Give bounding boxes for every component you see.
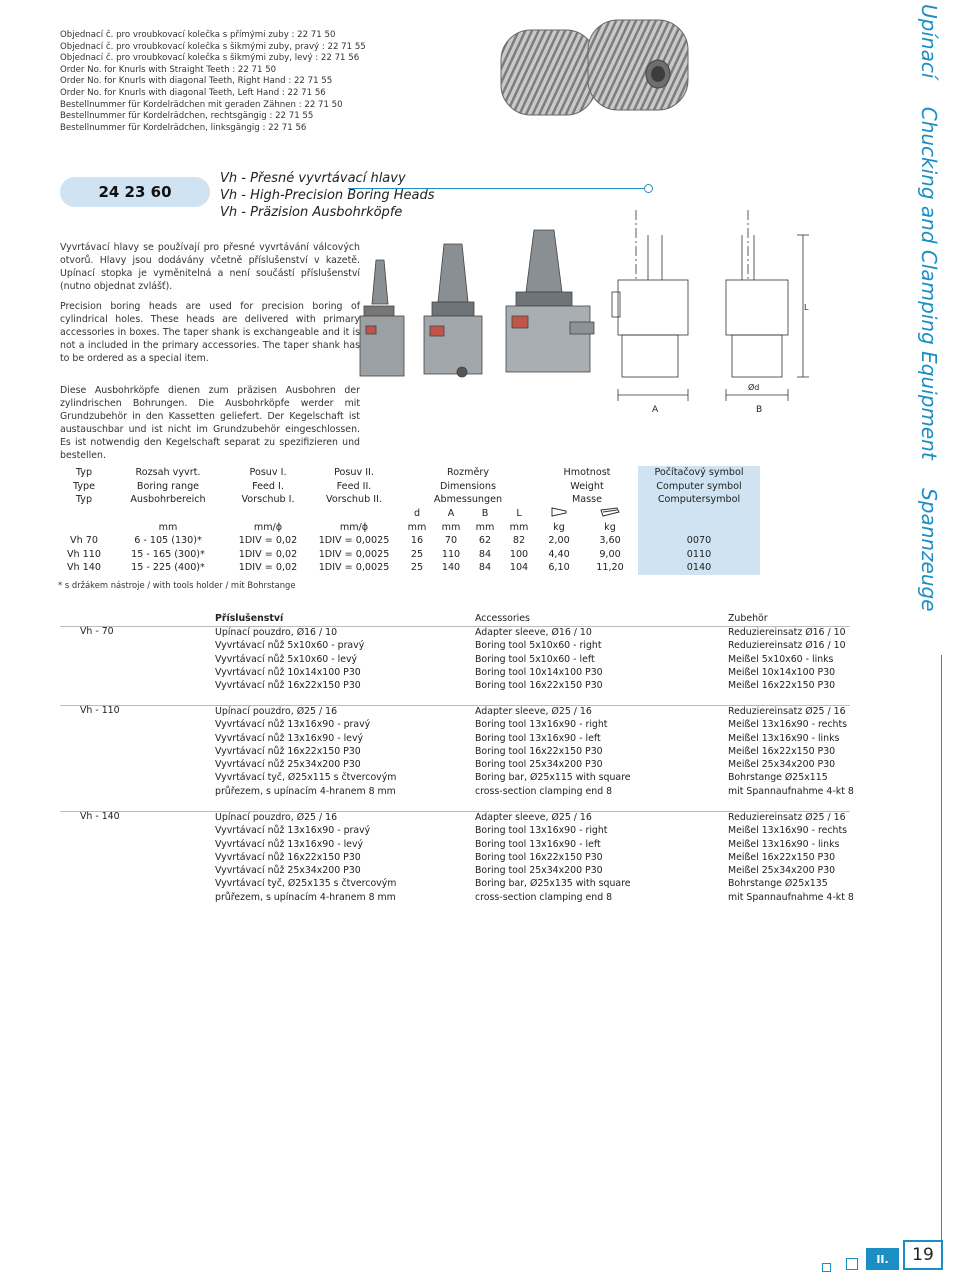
cell: 1DIV = 0,02 — [238, 562, 298, 574]
cell: 104 — [509, 562, 529, 574]
list-item: cross-section clamping end 8 — [475, 891, 613, 903]
unit-cell: mm — [407, 521, 427, 533]
boring-heads-photo — [358, 222, 608, 384]
list-item: Meißel 25x34x200 P30 — [728, 865, 836, 877]
header-cell: Posuv I. — [249, 467, 287, 479]
header-cell: Abmessungen — [433, 494, 503, 506]
list-item: Meißel 13x16x90 - links — [728, 732, 840, 744]
footer-square-icon — [846, 1258, 858, 1270]
list-item: Boring tool 13x16x90 - right — [475, 719, 608, 731]
list-item: Reduziereinsatz Ø25 / 16 — [728, 812, 846, 823]
accessory-list-cz — [215, 626, 364, 692]
description-en: Precision boring heads are used for precision boring of cylindrical holes. These heads are delivered with primary accessories in boxes. The taper shank is exchangeable and it is not a included in the primary accessories. The taper shank has to be ordered as a special item. — [60, 301, 360, 364]
cell: 6 - 105 (130)* — [134, 535, 202, 547]
accessory-list-de — [728, 811, 854, 904]
header-row-cz — [60, 466, 760, 480]
list-item: Boring tool 5x10x60 - right — [475, 640, 602, 652]
header-cell: Ausbohrbereich — [130, 494, 206, 506]
accessory-list-cz — [215, 811, 396, 904]
unit-cell: kg — [553, 521, 565, 533]
cell: 4,40 — [548, 548, 570, 560]
list-item: Vyvrtávací nůž 16x22x150 P30 — [215, 680, 361, 692]
order-line: Objednací č. pro vroubkovací kolečka s šikmými zuby, levý : 22 71 56 — [60, 53, 360, 64]
header-cell: Masse — [571, 494, 603, 506]
header-row-de — [60, 493, 760, 507]
list-item: Vyvrtávací nůž 5x10x60 - levý — [215, 653, 358, 665]
list-item: Adapter sleeve, Ø25 / 16 — [475, 812, 592, 823]
cell: 1DIV = 0,0025 — [318, 548, 390, 560]
cell: 84 — [478, 548, 492, 560]
list-item: Meißel 13x16x90 - links — [728, 838, 840, 850]
product-code-badge: 24 23 60 — [60, 177, 210, 207]
list-item: Meißel 10x14x100 P30 — [728, 666, 836, 678]
list-item: Boring tool 25x34x200 P30 — [475, 865, 603, 877]
knurl-wheels-image — [493, 12, 693, 122]
description-de: Diese Ausbohrköpfe dienen zum präzisen Ausbohren der zylindrischen Bohrungen. Die Ausbohrköpfe werder mit Grundzubehör in den Kassetten geliefert. Der Kegelschaft ist austauschbar und ist nicht im Grundzubehör eingeschlossen. Es ist notwendig den Kegelschaft separat zu spezifizieren und bestellen. — [60, 385, 360, 461]
list-item: Boring tool 10x14x100 P30 — [475, 666, 603, 678]
accessory-list-cz — [215, 705, 396, 798]
header-cell: Boring range — [136, 480, 200, 492]
dim-letter: L — [516, 508, 522, 520]
cell: 15 - 165 (300)* — [131, 548, 205, 560]
header-cell: Vorschub II. — [326, 494, 382, 506]
accessories-header-cz: Příslušenství — [215, 613, 284, 624]
drawing-label-l: L — [804, 303, 809, 312]
product-titles — [220, 170, 435, 221]
footnote-text: s držákem nástroje / with tools holder / mit Bohrstange — [64, 580, 296, 590]
title-divider — [348, 188, 644, 189]
title-divider-dot — [644, 184, 653, 193]
computer-symbol-cell: 0110 — [638, 548, 760, 562]
list-item: Meißel 16x22x150 P30 — [728, 680, 836, 692]
list-item: Reduziereinsatz Ø25 / 16 — [728, 706, 846, 717]
unit-cell: mm — [475, 521, 495, 533]
table-row — [60, 534, 760, 548]
order-line: Order No. for Knurls with Straight Teeth : 22 71 50 — [60, 64, 277, 75]
table-row — [60, 548, 760, 562]
cell: 84 — [478, 562, 492, 574]
list-item: Bohrstange Ø25x115 — [728, 772, 828, 784]
list-item: Vyvrtávací nůž 13x16x90 - levý — [215, 732, 364, 744]
header-cell: Weight — [570, 480, 604, 492]
dimension-letters-row — [60, 507, 760, 521]
computer-symbol-cell: 0140 — [638, 561, 760, 575]
list-item: Meißel 16x22x150 P30 — [728, 745, 836, 757]
unit-cell: kg — [604, 521, 616, 533]
dim-letter: d — [413, 508, 421, 520]
list-item: Meißel 5x10x60 - links — [728, 653, 834, 665]
list-item: Vyvrtávací nůž 10x14x100 P30 — [215, 666, 361, 678]
accessories-header-de: Zubehör — [728, 613, 768, 624]
cell: 15 - 225 (400)* — [131, 562, 205, 574]
order-line: Bestellnummer für Kordelrädchen, linksgängig : 22 71 56 — [60, 122, 307, 133]
side-category-title — [917, 4, 941, 634]
header-row-en — [60, 480, 760, 494]
list-item: Boring tool 16x22x150 P30 — [475, 851, 603, 863]
list-item: Boring bar, Ø25x115 with square — [475, 772, 631, 784]
header-cell: Počítačový symbol — [638, 466, 760, 480]
side-title-de: Spannzeuge — [917, 488, 941, 612]
header-cell: Typ — [75, 467, 93, 479]
list-item: Vyvrtávací nůž 13x16x90 - pravý — [215, 719, 371, 731]
cell: Vh 110 — [66, 548, 101, 560]
cell: 140 — [441, 562, 461, 574]
list-item: Vyvrtávací nůž 25x34x200 P30 — [215, 865, 361, 877]
accessory-model-vh70: Vh - 70 — [80, 626, 114, 637]
description-cz: Vyvrtávací hlavy se používají pro přesné vyvrtávání válcových otvorů. Hlavy jsou dodávány včetně příslušenství v kazetě. Upínací stopka je vyměnitelná a není součástí příslušenství (nutno objednat zvlášť). — [60, 242, 360, 292]
computer-symbol-cell: 0070 — [638, 534, 760, 548]
list-item: Boring bar, Ø25x135 with square — [475, 878, 631, 890]
unit-cell: mm/ϕ — [253, 521, 283, 533]
list-item: Boring tool 13x16x90 - left — [475, 838, 601, 850]
title-de: Vh - Präzision Ausbohrköpfe — [220, 205, 403, 220]
accessory-list-en — [475, 705, 631, 798]
table-footnote — [58, 580, 296, 590]
header-cell: Computersymbol — [638, 493, 760, 507]
title-en: Vh - High-Precision Boring Heads — [220, 188, 435, 203]
cell: 1DIV = 0,0025 — [318, 562, 390, 574]
cell: Vh 70 — [70, 535, 98, 547]
side-title-cz: Upínací — [917, 4, 941, 79]
list-item: Upínací pouzdro, Ø25 / 16 — [215, 812, 338, 823]
list-item: Vyvrtávací nůž 5x10x60 - pravý — [215, 640, 365, 652]
list-item: mit Spannaufnahme 4-kt 8 — [728, 891, 854, 903]
drawing-label-a: A — [652, 405, 659, 415]
drawing-label-d: Ød — [748, 383, 760, 392]
accessory-model-vh140: Vh - 140 — [80, 811, 120, 822]
order-line: Objednací č. pro vroubkovací kolečka s přímými zuby : 22 71 50 — [60, 30, 336, 40]
accessory-list-en — [475, 811, 631, 904]
list-item: Boring tool 13x16x90 - left — [475, 732, 601, 744]
order-line: Order No. for Knurls with diagonal Teeth, Right Hand : 22 71 55 — [60, 76, 333, 87]
accessory-list-de — [728, 705, 854, 798]
accessory-list-en — [475, 626, 603, 692]
cell: 100 — [509, 548, 529, 560]
list-item: Vyvrtávací nůž 25x34x200 P30 — [215, 759, 361, 771]
header-cell: Hmotnost — [563, 467, 611, 479]
spec-table — [60, 466, 760, 575]
header-cell: Vorschub I. — [241, 494, 295, 506]
cell: 1DIV = 0,0025 — [318, 535, 390, 547]
list-item: Boring tool 13x16x90 - right — [475, 825, 608, 837]
cell: 25 — [410, 562, 424, 574]
side-title-en: Chucking and Clamping Equipment — [917, 106, 941, 460]
footnote-mark: * — [58, 580, 63, 590]
header-cell: Posuv II. — [334, 467, 374, 479]
unit-cell: mm — [158, 521, 178, 533]
list-item: Adapter sleeve, Ø16 / 10 — [475, 627, 592, 638]
cell: 6,10 — [548, 562, 570, 574]
header-cell: Rozměry — [446, 467, 489, 479]
unit-cell: mm — [441, 521, 461, 533]
cell: 1DIV = 0,02 — [238, 535, 298, 547]
cell: 62 — [478, 535, 492, 547]
technical-drawing — [608, 200, 808, 430]
cell: 70 — [444, 535, 458, 547]
list-item: Reduziereinsatz Ø16 / 10 — [728, 627, 846, 638]
cell: 110 — [441, 548, 461, 560]
list-item: průřezem, s upínacím 4-hranem 8 mm — [215, 785, 396, 797]
accessories-header-en: Accessories — [475, 613, 530, 624]
list-item: Boring tool 5x10x60 - left — [475, 653, 595, 665]
order-line: Bestellnummer für Kordelrädchen, rechtsgängig : 22 71 55 — [60, 111, 314, 122]
order-line: Order No. for Knurls with diagonal Teeth, Left Hand : 22 71 56 — [60, 88, 326, 98]
list-item: Upínací pouzdro, Ø16 / 10 — [215, 627, 338, 638]
dim-letter: B — [481, 508, 489, 520]
list-item: Bohrstange Ø25x135 — [728, 878, 828, 890]
list-item: Vyvrtávací nůž 13x16x90 - levý — [215, 838, 364, 850]
title-cz: Vh - Přesné vyvrtávací hlavy — [220, 171, 406, 186]
header-cell: Feed II. — [336, 480, 372, 492]
order-line: Objednací č. pro vroubkovací kolečka s šikmými zuby, pravý : 22 71 55 — [60, 41, 366, 52]
dim-letter: A — [447, 508, 455, 520]
header-cell: Dimensions — [440, 480, 496, 492]
list-item: Boring tool 16x22x150 P30 — [475, 745, 603, 757]
list-item: Vyvrtávací tyč, Ø25x135 s čtvercovým — [215, 878, 397, 890]
cell: Vh 140 — [66, 562, 101, 574]
list-item: Boring tool 16x22x150 P30 — [475, 680, 603, 692]
accessory-model-vh110: Vh - 110 — [80, 705, 120, 716]
header-cell: Feed I. — [252, 480, 284, 492]
header-cell: Typ — [75, 494, 93, 506]
header-cell: Type — [72, 480, 96, 492]
list-item: Vyvrtávací nůž 16x22x150 P30 — [215, 745, 361, 757]
list-item: průřezem, s upínacím 4-hranem 8 mm — [215, 891, 396, 903]
table-row — [60, 561, 760, 575]
list-item: mit Spannaufnahme 4-kt 8 — [728, 785, 854, 797]
list-item: Boring tool 25x34x200 P30 — [475, 759, 603, 771]
list-item: Meißel 25x34x200 P30 — [728, 759, 836, 771]
accessory-list-de — [728, 626, 846, 692]
list-item: Reduziereinsatz Ø16 / 10 — [728, 640, 846, 652]
header-cell: Computer symbol — [638, 480, 760, 494]
list-item: Upínací pouzdro, Ø25 / 16 — [215, 706, 338, 717]
cell: 2,00 — [548, 535, 570, 547]
cell: 16 — [410, 535, 424, 547]
section-badge: II. — [866, 1248, 899, 1270]
list-item: Meißel 16x22x150 P30 — [728, 851, 836, 863]
cell: 9,00 — [599, 548, 621, 560]
units-row — [60, 520, 760, 534]
list-item: Adapter sleeve, Ø25 / 16 — [475, 706, 592, 717]
cell: 3,60 — [599, 535, 621, 547]
cell: 1DIV = 0,02 — [238, 548, 298, 560]
order-line: Bestellnummer für Kordelrädchen mit geraden Zähnen : 22 71 50 — [60, 99, 343, 110]
list-item: Meißel 13x16x90 - rechts — [728, 825, 848, 837]
unit-cell: mm/ϕ — [339, 521, 369, 533]
unit-cell: mm — [509, 521, 529, 533]
cell: 11,20 — [596, 562, 624, 574]
list-item: Vyvrtávací nůž 13x16x90 - pravý — [215, 825, 371, 837]
drawing-label-b: B — [756, 405, 763, 415]
side-rule — [941, 655, 942, 1245]
list-item: cross-section clamping end 8 — [475, 785, 613, 797]
footer-square-icon — [822, 1263, 831, 1272]
head-weight-icon — [536, 507, 582, 521]
header-cell: Rozsah vyvrt. — [135, 467, 201, 479]
list-item: Meißel 13x16x90 - rechts — [728, 719, 848, 731]
cell: 82 — [512, 535, 526, 547]
set-weight-icon — [582, 507, 638, 521]
list-item: Vyvrtávací nůž 16x22x150 P30 — [215, 851, 361, 863]
page-number: 19 — [903, 1240, 943, 1270]
cell: 25 — [410, 548, 424, 560]
list-item: Vyvrtávací tyč, Ø25x115 s čtvercovým — [215, 772, 397, 784]
